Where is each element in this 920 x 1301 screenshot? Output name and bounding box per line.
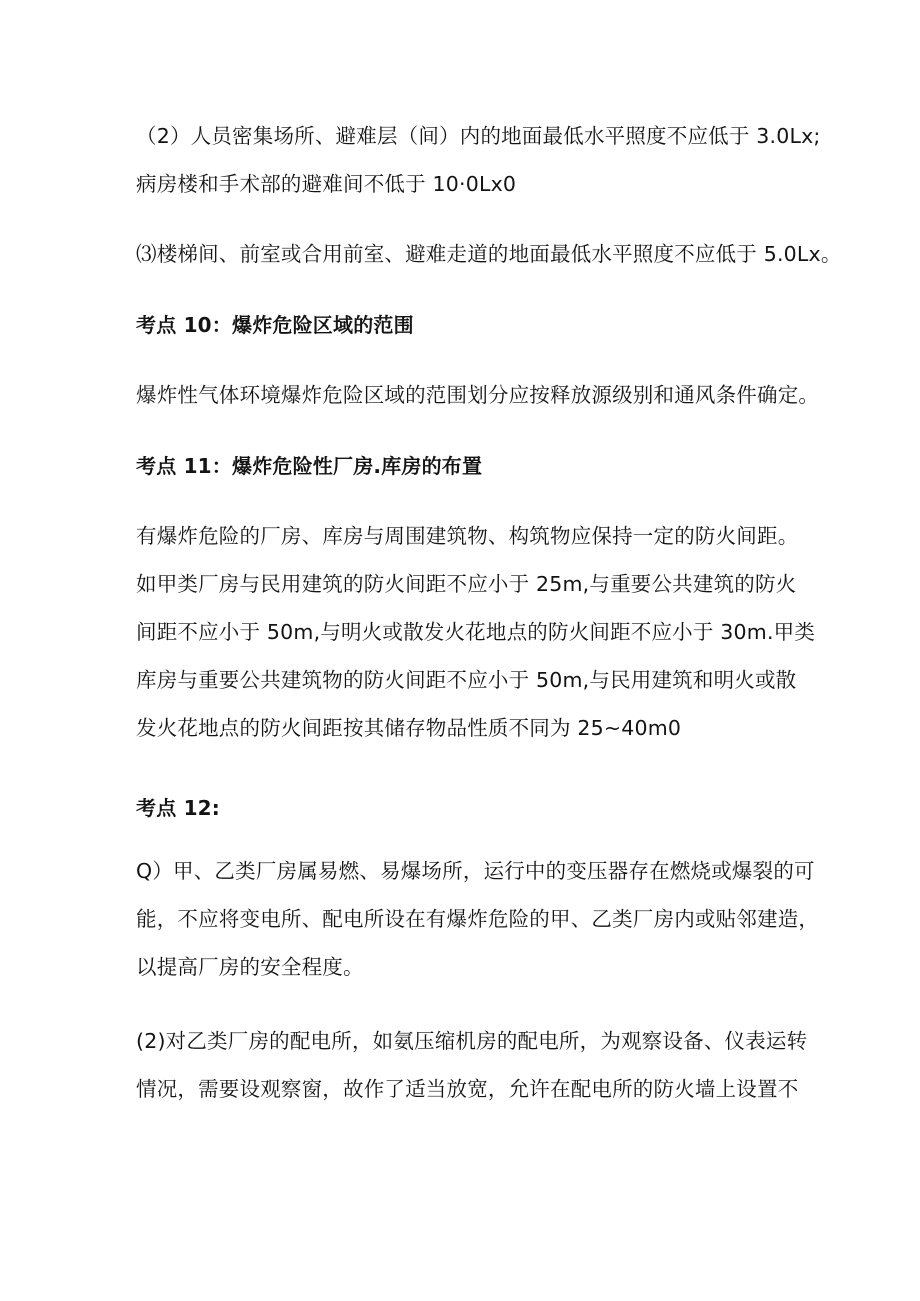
point12-item1-line-1: Q）甲、乙类厂房属易燃、易爆场所，运行中的变压器存在燃烧或爆裂的可 <box>136 859 815 883</box>
paragraph-illuminance-3: ⑶楼梯间、前室或合用前室、避难走道的地面最低水平照度不应低于 5.0Lx。 <box>136 242 842 266</box>
point10-heading: 考点 10：爆炸危险区域的范围 <box>136 313 414 337</box>
point11-line-1: 有爆炸危险的厂房、库房与周围建筑物、构筑物应保持一定的防火间距。 <box>136 524 799 548</box>
paragraph-illuminance-2-line-2: 病房楼和手术部的避难间不低于 10·0Lx0 <box>136 172 517 196</box>
point11-line-5: 发火花地点的防火间距按其储存物品性质不同为 25~40m0 <box>136 716 682 740</box>
point11-line-2: 如甲类厂房与民用建筑的防火间距不应小于 25m,与重要公共建筑的防火 <box>136 572 797 596</box>
point12-item1-line-2: 能，不应将变电所、配电所设在有爆炸危险的甲、乙类厂房内或贴邻建造， <box>136 907 820 931</box>
point12-item2-line-2: 情况，需要设观察窗，故作了适当放宽，允许在配电所的防火墙上设置不 <box>136 1077 799 1101</box>
point10-body: 爆炸性气体环境爆炸危险区域的范围划分应按释放源级别和通风条件确定。 <box>136 383 820 407</box>
point12-item1-line-3: 以提高厂房的安全程度。 <box>136 955 364 979</box>
point12-heading: 考点 12: <box>136 796 220 820</box>
point11-heading: 考点 11：爆炸危险性厂房.库房的布置 <box>136 454 483 478</box>
point11-line-4: 库房与重要公共建筑物的防火间距不应小于 50m,与民用建筑和明火或散 <box>136 668 797 692</box>
point12-item2-line-1: (2)对乙类厂房的配电所，如氨压缩机房的配电所，为观察设备、仪表运转 <box>136 1029 808 1053</box>
point11-line-3: 间距不应小于 50m,与明火或散发火花地点的防火间距不应小于 30m.甲类 <box>136 620 816 644</box>
paragraph-illuminance-2-line-1: （2）人员密集场所、避难层（间）内的地面最低水平照度不应低于 3.0Lx; <box>136 124 821 148</box>
